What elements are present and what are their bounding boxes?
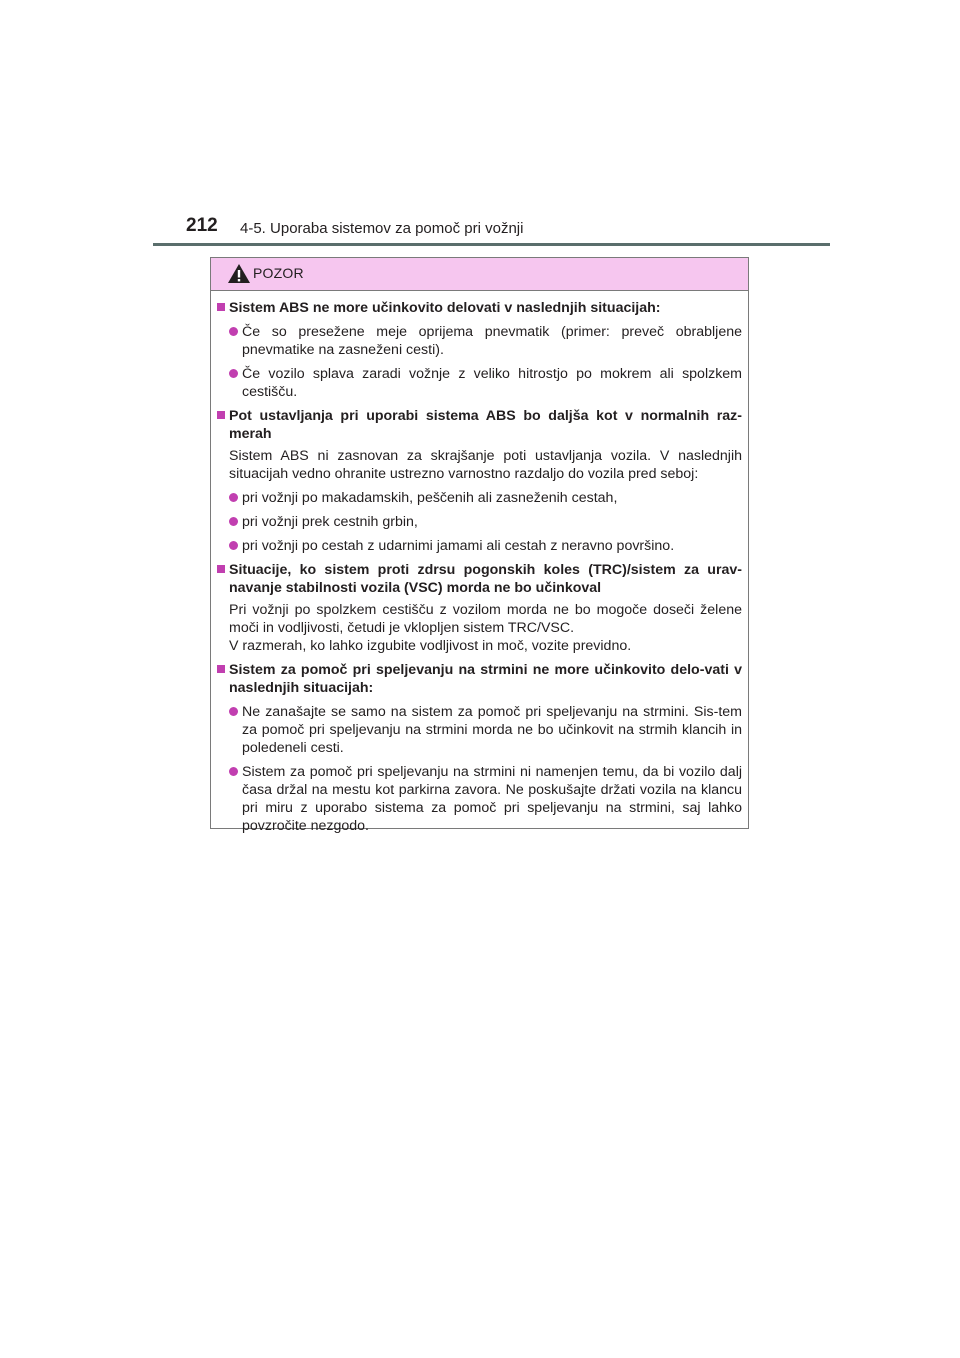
list-item-text: pri vožnji prek cestnih grbin, <box>242 514 418 530</box>
section-abs-stopping <box>217 407 742 555</box>
caution-box <box>210 257 749 834</box>
circle-bullet-icon <box>229 767 238 776</box>
list-item-text: Ne zanašajte se samo na sistem za pomoč pri speljevanju na strmini. Sis-tem za pomoč pri speljevanju na strmini morda ne bo učinkovit na strmih klancih in poledeneli cesti. <box>242 704 742 756</box>
list-item-text: pri vožnji po makadamskih, peščenih ali zasneženih cestah, <box>242 490 618 506</box>
chapter-title: 4-5. Uporaba sistemov za pomoč pri vožnji <box>240 220 524 237</box>
list-item <box>229 763 742 835</box>
list-item <box>229 703 742 757</box>
warning-triangle-icon <box>227 263 251 284</box>
section-abs-limits <box>217 299 742 401</box>
list-item <box>229 513 742 531</box>
square-bullet-icon <box>217 665 225 673</box>
circle-bullet-icon <box>229 541 238 550</box>
square-bullet-icon <box>217 565 225 573</box>
section-heading <box>217 661 742 697</box>
section-hill-start <box>217 661 742 835</box>
page-number: 212 <box>186 215 218 236</box>
circle-bullet-icon <box>229 707 238 716</box>
list-item <box>229 537 742 555</box>
square-bullet-icon <box>217 411 225 419</box>
circle-bullet-icon <box>229 493 238 502</box>
caution-label: POZOR <box>253 265 304 281</box>
section-heading <box>217 561 742 597</box>
circle-bullet-icon <box>229 517 238 526</box>
caution-header <box>211 258 748 291</box>
section-heading <box>217 299 742 317</box>
section-heading-text: Sistem za pomoč pri speljevanju na strmini ne more učinkovito delo-vati v naslednjih situacijah: <box>229 662 742 696</box>
circle-bullet-icon <box>229 369 238 378</box>
section-paragraph: V razmerah, ko lahko izgubite vodljivost in moč, vozite previdno. <box>229 638 632 654</box>
caution-content <box>211 291 748 835</box>
section-paragraph: Sistem ABS ni zasnovan za skrajšanje poti ustavljanja vozila. V naslednjih situacijah vedno ohranite ustrezno varnostno razdaljo do vozila pred seboj: <box>229 448 742 482</box>
list-item-text: pri vožnji po cestah z udarnimi jamami ali cestah z neravno površino. <box>242 538 675 554</box>
section-heading <box>217 407 742 443</box>
list-item <box>229 489 742 507</box>
list-item-text: Če vozilo splava zaradi vožnje z veliko hitrostjo po mokrem ali spolzkem cestišču. <box>242 366 742 400</box>
section-heading-text: Situacije, ko sistem proti zdrsu pogonskih koles (TRC)/sistem za urav-navanje stabilnosti vozila (VSC) morda ne bo učinkoval <box>229 562 742 596</box>
header-rule <box>153 243 830 246</box>
section-paragraph: Pri vožnji po spolzkem cestišču z vozilom morda ne bo mogoče doseči želene moči in vodljivosti, četudi je vklopljen sistem TRC/VSC. <box>229 602 742 636</box>
square-bullet-icon <box>217 303 225 311</box>
list-item-text: Če so presežene meje oprijema pnevmatik (primer: preveč obrabljene pnevmatike na zasneženi cesti). <box>242 324 742 358</box>
list-item-text: Sistem za pomoč pri speljevanju na strmini ni namenjen temu, da bi vozilo dalj časa držal na mestu kot parkirna zavora. Ne poskušajte držati vozila na klancu pri miru z uporabo sistema za pomoč pri speljevanju na strmini, saj lahko povzročite nezgodo. <box>242 764 742 834</box>
circle-bullet-icon <box>229 327 238 336</box>
section-heading-text: Pot ustavljanja pri uporabi sistema ABS bo daljša kot v normalnih raz-merah <box>229 408 742 442</box>
section-trc-vsc <box>217 561 742 655</box>
list-item <box>229 365 742 401</box>
section-heading-text: Sistem ABS ne more učinkovito delovati v naslednjih situacijah: <box>229 300 661 316</box>
list-item <box>229 323 742 359</box>
